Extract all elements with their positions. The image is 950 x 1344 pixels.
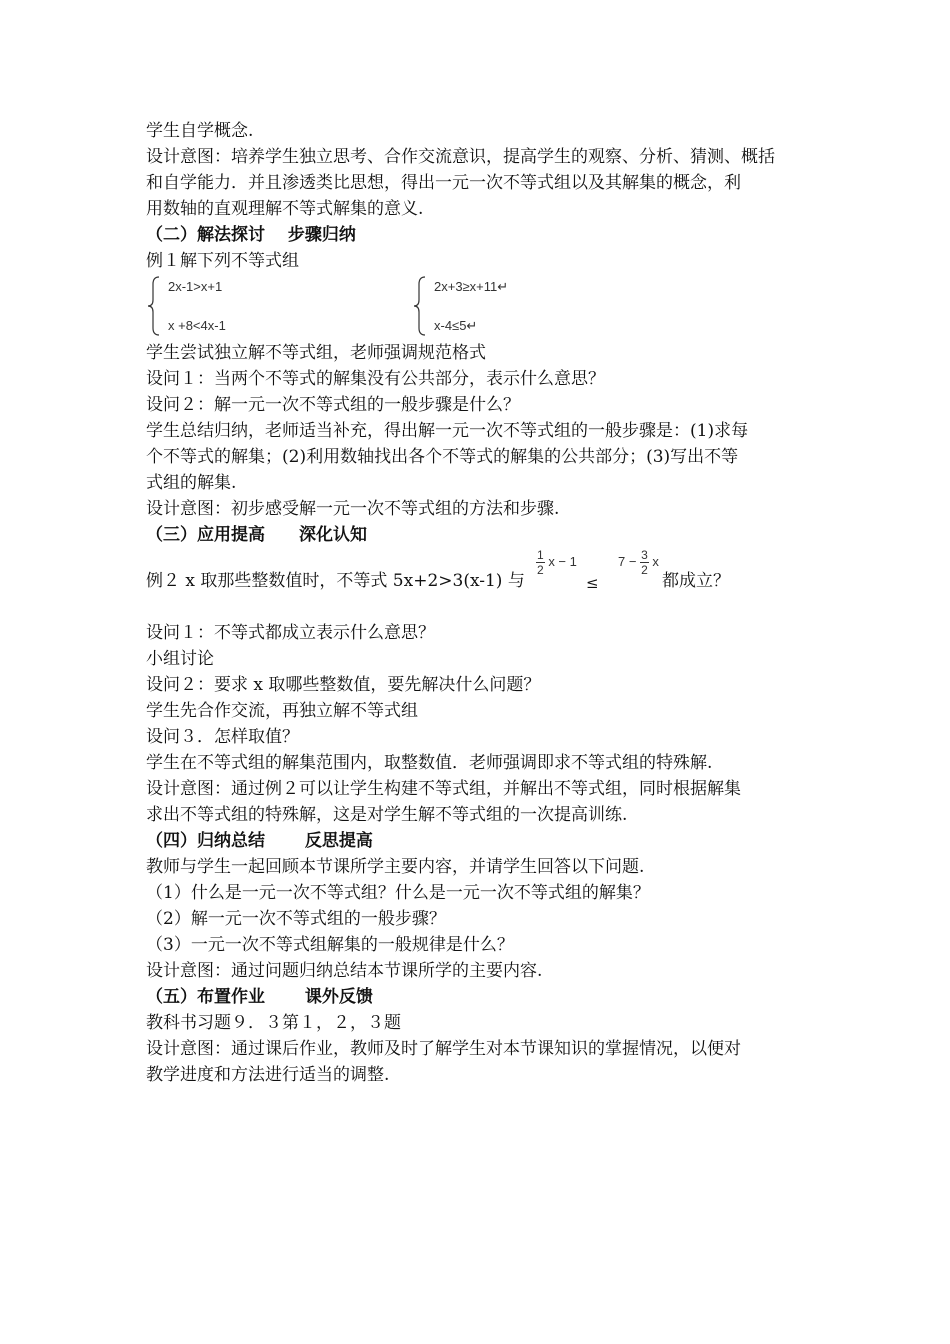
fraction-denominator: 2 — [641, 563, 648, 577]
document-body — [146, 118, 816, 1088]
paragraph-line: 设计意图：通过问题归纳总结本节课所学的主要内容. — [146, 961, 543, 981]
inequality: x +8<4x-1 — [168, 318, 226, 333]
paragraph-line: 设问２：解一元一次不等式组的一般步骤是什么？ — [146, 395, 520, 415]
section-heading: （五）布置作业 课外反馈 — [146, 987, 373, 1007]
fraction-numerator: 3 — [641, 548, 648, 562]
paragraph-line: 求出不等式组的特殊解，这是对学生解不等式组的一次提高训练. — [146, 805, 628, 825]
section-heading: （三）应用提高 深化认知 — [146, 525, 367, 545]
paragraph-line: （1）什么是一元一次不等式组？什么是一元一次不等式组的解集？ — [146, 883, 650, 903]
example-2-suffix: 都成立？ — [662, 571, 730, 591]
paragraph-line: 学生自学概念. — [146, 121, 254, 141]
paragraph-line: 设计意图：通过课后作业，教师及时了解学生对本节课知识的掌握情况，以便对 — [146, 1039, 741, 1059]
fraction-denominator: 2 — [537, 563, 544, 577]
inequality: 2x+3≥x+11↵ — [434, 279, 509, 294]
relation-symbol: ≤ — [586, 574, 599, 592]
inequality: x-4≤5↵ — [434, 318, 478, 333]
section-heading: （二）解法探讨 步骤归纳 — [146, 225, 356, 245]
paragraph-line: 教科书习题９．３第１，２，３题 — [146, 1013, 401, 1033]
section-heading: （四）归纳总结 反思提高 — [146, 831, 373, 851]
paragraph-line: 设计意图：通过例２可以让学生构建不等式组，并解出不等式组，同时根据解集 — [146, 779, 741, 799]
fraction-numerator: 1 — [537, 548, 544, 562]
paragraph-line: 设问１：当两个不等式的解集没有公共部分，表示什么意思？ — [146, 369, 605, 389]
paragraph-line: 设问２：要求 x 取哪些整数值，要先解决什么问题？ — [146, 675, 541, 695]
paragraph-line: 学生先合作交流，再独立解不等式组 — [146, 701, 418, 721]
paragraph-line: 教师与学生一起回顾本节课所学主要内容，并请学生回答以下问题. — [146, 857, 645, 877]
paragraph-line: 个不等式的解集；(2)利用数轴找出各个不等式的解集的公共部分；(3)写出不等 — [146, 447, 739, 467]
inequality-systems — [146, 276, 816, 340]
paragraph-line: 设问１：不等式都成立表示什么意思？ — [146, 623, 435, 643]
paragraph-line: 式组的解集. — [146, 473, 237, 493]
paragraph-line: （3）一元一次不等式组解集的一般规律是什么？ — [146, 935, 514, 955]
paragraph-line: 和自学能力．并且渗透类比思想，得出一元一次不等式组以及其解集的概念，利 — [146, 173, 741, 193]
example-2 — [146, 548, 816, 606]
fraction-tail: x − 1 — [548, 553, 577, 569]
fraction-tail: x — [652, 553, 659, 569]
paragraph-line: 设计意图：初步感受解一元一次不等式组的方法和步骤. — [146, 499, 560, 519]
brace-icon — [148, 276, 160, 336]
paragraph-line: 学生尝试独立解不等式组，老师强调规范格式 — [146, 343, 486, 363]
paragraph-line: 学生在不等式组的解集范围内，取整数值．老师强调即求不等式组的特殊解. — [146, 753, 713, 773]
paragraph-line: 用数轴的直观理解不等式解集的意义. — [146, 199, 424, 219]
paragraph-line: （2）解一元一次不等式组的一般步骤？ — [146, 909, 446, 929]
inequality: 2x-1>x+1 — [168, 279, 223, 294]
paragraph-line: 学生总结归纳，老师适当补充，得出解一元一次不等式组的一般步骤是：(1)求每 — [146, 421, 749, 441]
example-2-text: 例２ x 取那些整数值时，不等式 5x+2>3(x-1) 与 — [146, 571, 525, 591]
brace-icon — [414, 276, 426, 336]
inequality-system-2 — [414, 276, 614, 338]
example-label: 例１解下列不等式组 — [146, 251, 299, 271]
paragraph-line: 设计意图：培养学生独立思考、合作交流意识，提高学生的观察、分析、猜测、概括 — [146, 147, 775, 167]
fraction-expression-1 — [536, 548, 577, 577]
paragraph-line: 教学进度和方法进行适当的调整. — [146, 1065, 390, 1085]
inequality-system-1 — [148, 276, 348, 338]
paragraph-line: 小组讨论 — [146, 649, 214, 669]
paragraph-line: 设问３．怎样取值？ — [146, 727, 299, 747]
expression-lead: 7 − — [618, 553, 637, 569]
fraction-expression-2 — [618, 548, 659, 577]
